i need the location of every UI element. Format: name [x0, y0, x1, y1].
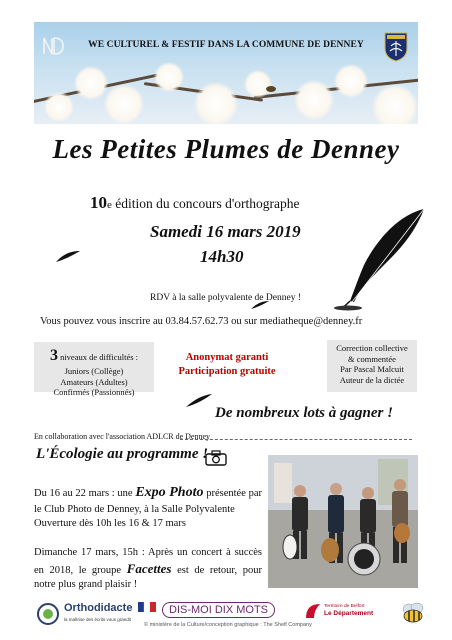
quill-feather-icon [328, 205, 428, 311]
orthodidacte-logo-icon [36, 602, 60, 626]
difficulty-levels-box [34, 342, 154, 398]
correction-line: Par Pascal Malcuit [340, 364, 404, 375]
department-line: Territoire de Belfort [324, 604, 365, 609]
brush-stroke-icon [185, 393, 213, 409]
department-logo-icon [304, 602, 322, 620]
edition-text: édition du concours d'orthographe [111, 196, 300, 211]
camera-icon [205, 450, 227, 466]
department-line: Le Département [324, 609, 374, 617]
divider [180, 439, 412, 440]
edition-number: 10 [90, 193, 107, 212]
bee-icon [399, 602, 427, 624]
correction-line: Correction collective [336, 343, 408, 353]
orthodidacte-name: Orthodidacte [64, 602, 133, 614]
level-item: Juniors (Collège) [64, 366, 124, 376]
collaboration-text: En collaboration avec l'association ADLCR de Denney [34, 432, 211, 441]
event-date: Samedi 16 mars 2019 [150, 222, 301, 241]
brush-stroke-icon [55, 250, 81, 264]
ecology-heading: L'Écologie au programme ! [36, 446, 209, 462]
registration-text: Vous pouvez vous inscrire au 03.84.57.62.73 ou sur mediatheque@denney.fr [40, 316, 363, 327]
event-time: 14h30 [200, 247, 244, 266]
correction-line: & commentée [348, 353, 396, 364]
level-item: Amateurs (Adultes) [60, 376, 128, 387]
band-photo [268, 455, 418, 588]
header-banner-image [34, 22, 418, 124]
free-participation-notice [172, 351, 282, 379]
levels-heading: niveaux de difficultés : [57, 352, 139, 362]
expo-paragraph [34, 484, 262, 531]
edition-subtitle [90, 193, 300, 213]
levels-count: 3 [49, 347, 58, 364]
bee-icon [266, 86, 276, 92]
venue-text: RDV à la salle polyvalente de Denney ! [150, 293, 301, 303]
banner-title: WE CULTUREL & FESTIF DANS LA COMMUNE DE DENNEY [88, 40, 364, 50]
sponsors-footer [34, 598, 434, 638]
anonymity-text: Anonymat garanti [185, 352, 269, 363]
correction-line: Auteur de la dictée [339, 374, 405, 385]
concert-text: est de retour, pour notre plus grand plaisir ! [34, 565, 262, 591]
band-name: Facettes [126, 561, 172, 577]
orthodidacte-tagline: la maîtrise des écrits vous grandit [64, 617, 132, 622]
expo-text: présentée par le Club Photo de Denney, à la Salle Polyvalente [34, 488, 262, 515]
department-name [324, 604, 373, 618]
expo-text: Du 16 au 22 mars : une [34, 488, 136, 499]
expo-hours: Ouverture dès 10h les 16 & 17 mars [34, 518, 186, 530]
concert-paragraph [34, 546, 262, 593]
event-title: Les Petites Plumes de Denney [52, 134, 400, 164]
expo-photo-highlight: Expo Photo [135, 485, 204, 500]
free-entry-text: Participation gratuite [178, 366, 276, 378]
edition-suffix: e [107, 199, 112, 211]
concert-text: Dimanche 17 mars, 15h : Après un concert à succès en 2018, le groupe [34, 547, 262, 577]
republique-francaise-logo-icon [138, 602, 156, 618]
credit-line: © ministère de la Culture/conception graphique : The Shelf Company [144, 622, 312, 628]
correction-box [327, 340, 417, 392]
prizes-heading: De nombreux lots à gagner ! [215, 405, 393, 421]
dis-moi-dix-mots-logo: DIS-MOI DIX MOTS [162, 602, 275, 618]
level-item: Confirmés (Passionnés) [53, 387, 135, 398]
